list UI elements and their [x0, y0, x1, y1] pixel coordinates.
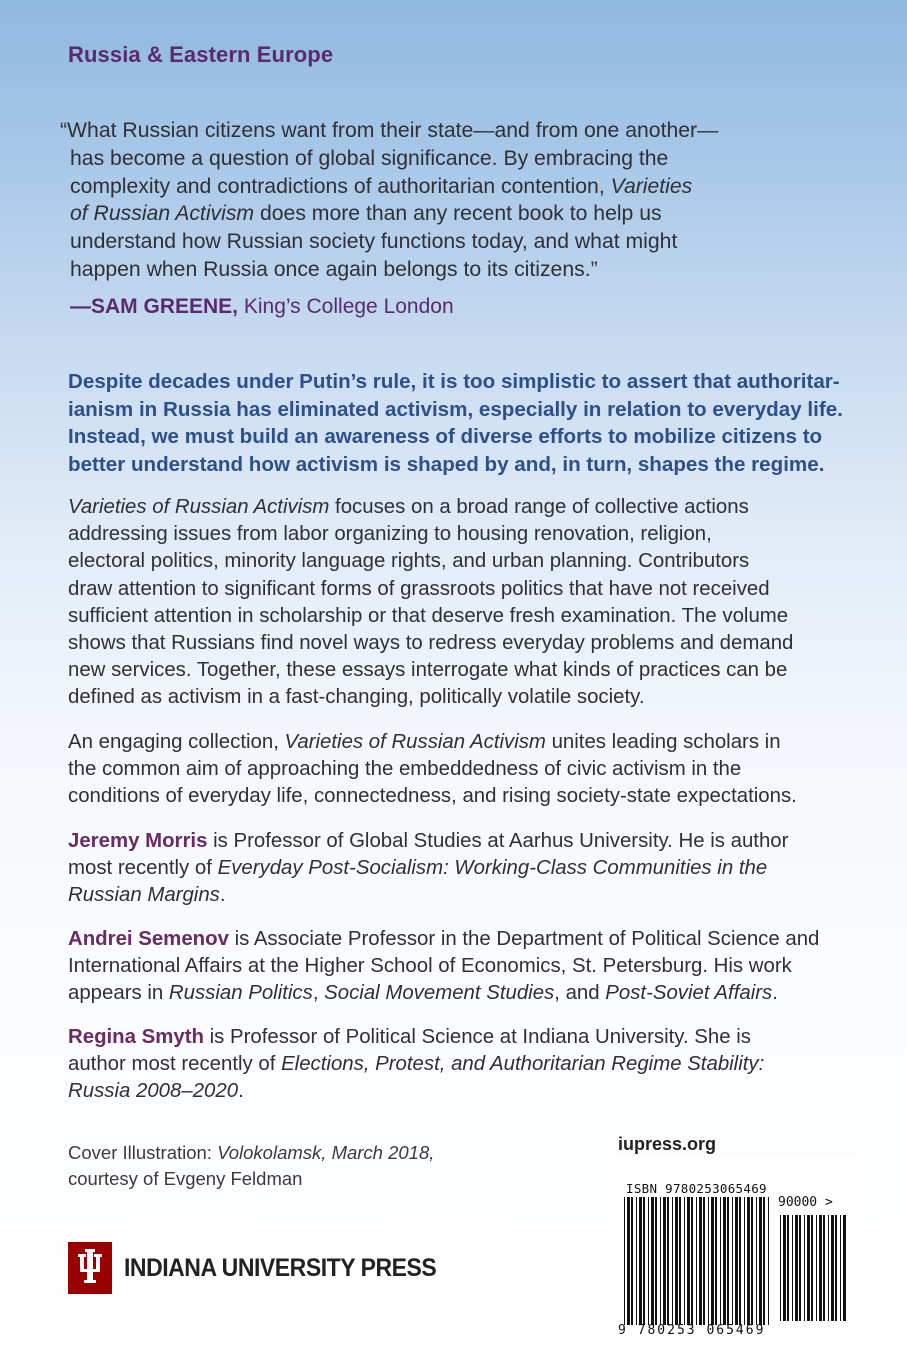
barcode-bar [780, 1215, 781, 1321]
barcode-bar [631, 1197, 633, 1325]
barcode-bar [751, 1197, 753, 1325]
barcode-bar [768, 1197, 769, 1325]
barcode-bar [691, 1197, 693, 1325]
ean-digits: 9 780253 065469 [618, 1323, 766, 1338]
barcode-bar [811, 1215, 813, 1321]
description-paragraph: Varieties of Russian Activism focuses on a broad range of collective actions addressing issues from labor organizing to housing renovation, religion, electoral politics, minority language rights, and urban planning. Contributors draw attention to significant forms of grassroots politics that have not received sufficient attention in scholarship or that deserve fresh examination. The volume shows that Russians find novel ways to redress everyday problems and demand new services. Together, these essays interrogate what kinds of practices can be defined as activism in a fast-changing, politically volatile society. [68, 496, 794, 709]
barcode-bar [715, 1197, 717, 1325]
endorsement-quote [60, 117, 850, 284]
barcode-bar [624, 1197, 625, 1325]
quote-line: has become a question of global significance. By embracing the [70, 146, 669, 170]
author-bio-semenov: Andrei Semenov is Associate Professor in the Department of Political Science and International Affairs at the Higher School of Economics, St. Petersburg. His work appears in Russian Politics, Social Movement Studies, and Post-Soviet Affairs. [68, 928, 820, 1005]
barcode-bar [660, 1197, 661, 1325]
barcode-bar [663, 1197, 666, 1325]
publisher-name: INDIANA UNIVERSITY PRESS [124, 1253, 437, 1282]
barcode-bar [732, 1197, 733, 1325]
summary-paragraph: An engaging collection, Varieties of Russian Activism unites leading scholars in the common aim of approaching the embeddedness of civic activism in the conditions of everyday life, connectedness, and rising society-state expectations. [68, 731, 797, 808]
barcode-bar [687, 1197, 690, 1325]
author-bio-morris: Jeremy Morris is Professor of Global Studies at Aarhus University. He is author most recently of Everyday Post-Socialism: Working-Class Communities in the Russian Margins. [68, 830, 789, 907]
barcode-bar [636, 1197, 637, 1325]
barcode-bar [744, 1197, 745, 1325]
barcode-bar [720, 1197, 721, 1325]
barcode-bar [639, 1197, 642, 1325]
barcode-bar [747, 1197, 750, 1325]
barcode-bar [804, 1215, 805, 1321]
quote-line: “What Russian citizens want from their state—and from one another— [60, 119, 719, 142]
barcode-bar [759, 1197, 762, 1325]
barcode-bar [807, 1215, 810, 1321]
quote-line: complexity and contradictions of authoritarian contention, Varieties [70, 174, 693, 198]
barcode-bar [667, 1197, 669, 1325]
barcode-bar [684, 1197, 685, 1325]
barcode-icon [618, 1157, 858, 1347]
barcode-bar [799, 1215, 801, 1321]
barcode-bar [711, 1197, 714, 1325]
price-code: 90000 > [778, 1195, 833, 1210]
barcode-bar [840, 1215, 841, 1321]
barcode-bar [831, 1215, 834, 1321]
barcode-bar [823, 1215, 825, 1321]
quote-line: of Russian Activism does more than any recent book to help us [70, 202, 662, 226]
isbn-label: ISBN 9780253065469 [626, 1181, 767, 1196]
barcode-bar [783, 1215, 786, 1321]
barcode-bar [696, 1197, 697, 1325]
barcode-bar [648, 1197, 649, 1325]
barcode-bar [675, 1197, 678, 1325]
barcode-bar [763, 1197, 765, 1325]
website: iupress.org [618, 1134, 717, 1154]
iu-trident-icon [68, 1242, 112, 1294]
barcode-bar [756, 1197, 757, 1325]
barcode-bar [819, 1215, 822, 1321]
barcode-bar [843, 1215, 846, 1321]
barcode-bar [723, 1197, 726, 1325]
barcode-bar [655, 1197, 657, 1325]
barcode-bar [787, 1215, 789, 1321]
barcode-bar [792, 1215, 793, 1321]
quote-attribution: —SAM GREENE, King’s College London [70, 295, 454, 318]
quote-line: happen when Russia once again belongs to its citizens.” [70, 257, 598, 281]
lead-paragraph: Despite decades under Putin’s rule, it is too simplistic to assert that authoritar- ianism in Russia has eliminated activism, especially in relation to everyday life. Instead, we must build an awareness of diverse efforts to mobilize citizens to better understand how activism is shaped by and, in turn, shapes the regime. [68, 370, 843, 476]
barcode-bar [735, 1197, 738, 1325]
publisher-logo [68, 1242, 463, 1294]
barcode-bar [708, 1197, 709, 1325]
barcode-bar [627, 1197, 630, 1325]
barcode-bar [727, 1197, 729, 1325]
barcode-bar [699, 1197, 702, 1325]
barcode-bar [795, 1215, 798, 1321]
series-category: Russia & Eastern Europe [68, 42, 334, 67]
barcode-bar [739, 1197, 741, 1325]
barcode-bar [643, 1197, 645, 1325]
barcode-bar [672, 1197, 673, 1325]
cover-credit: Cover Illustration: Volokolamsk, March 2018, courtesy of Evgeny Feldman [68, 1142, 435, 1189]
barcode-bar [816, 1215, 817, 1321]
barcode-bar [679, 1197, 681, 1325]
author-bio-smyth: Regina Smyth is Professor of Political Science at Indiana University. She is author most recently of Elections, Protest, and Authoritarian Regime Stability: Russia 2008–2020. [68, 1026, 765, 1103]
barcode-bar [703, 1197, 705, 1325]
barcode-bar [828, 1215, 829, 1321]
barcode-bar [651, 1197, 654, 1325]
barcode-block [618, 1134, 858, 1347]
quote-line: understand how Russian society functions today, and what might [70, 230, 678, 254]
barcode-bar [835, 1215, 837, 1321]
